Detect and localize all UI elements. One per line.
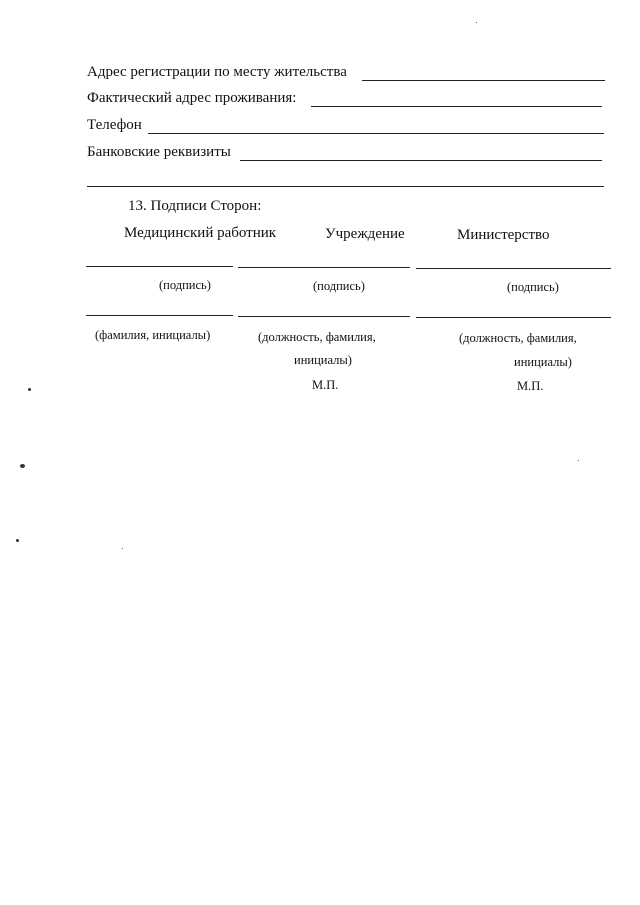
name-line-ministry[interactable] xyxy=(416,317,611,318)
scan-speck xyxy=(578,460,579,461)
name-line-institution[interactable] xyxy=(238,316,410,317)
registration-address-label: Адрес регистрации по месту жительства xyxy=(87,64,347,80)
actual-address-line[interactable] xyxy=(311,106,602,107)
signatures-section-title: 13. Подписи Сторон: xyxy=(128,198,262,214)
name-caption-institution: (должность, фамилия, xyxy=(258,330,376,344)
column-title-institution: Учреждение xyxy=(325,226,405,242)
scan-speck xyxy=(476,22,477,23)
signature-caption-institution: (подпись) xyxy=(313,279,365,293)
signature-line-institution[interactable] xyxy=(238,267,410,268)
scan-speck xyxy=(16,539,19,542)
name-caption-medical-worker: (фамилия, инициалы) xyxy=(95,328,211,342)
signature-line-ministry[interactable] xyxy=(416,268,611,269)
bank-details-line[interactable] xyxy=(240,160,602,161)
stamp-institution: М.П. xyxy=(312,378,339,392)
name-caption-ministry-cont: инициалы) xyxy=(514,355,572,369)
signature-line-medical-worker[interactable] xyxy=(86,266,233,267)
bank-details-continuation-line[interactable] xyxy=(87,186,604,187)
scan-speck xyxy=(20,464,25,468)
phone-label: Телефон xyxy=(87,117,142,133)
column-title-ministry: Министерство xyxy=(457,227,550,243)
signature-caption-medical-worker: (подпись) xyxy=(159,278,211,292)
registration-address-line[interactable] xyxy=(362,80,605,81)
name-caption-institution-cont: инициалы) xyxy=(294,353,352,367)
name-line-medical-worker[interactable] xyxy=(86,315,233,316)
column-title-medical-worker: Медицинский работник xyxy=(124,225,277,241)
scan-speck xyxy=(28,388,31,391)
name-caption-ministry: (должность, фамилия, xyxy=(459,331,577,345)
scan-speck xyxy=(122,548,123,549)
stamp-ministry: М.П. xyxy=(517,379,544,393)
actual-address-label: Фактический адрес проживания: xyxy=(87,90,297,106)
phone-line[interactable] xyxy=(148,133,604,134)
signature-caption-ministry: (подпись) xyxy=(507,280,559,294)
bank-details-label: Банковские реквизиты xyxy=(87,144,231,160)
